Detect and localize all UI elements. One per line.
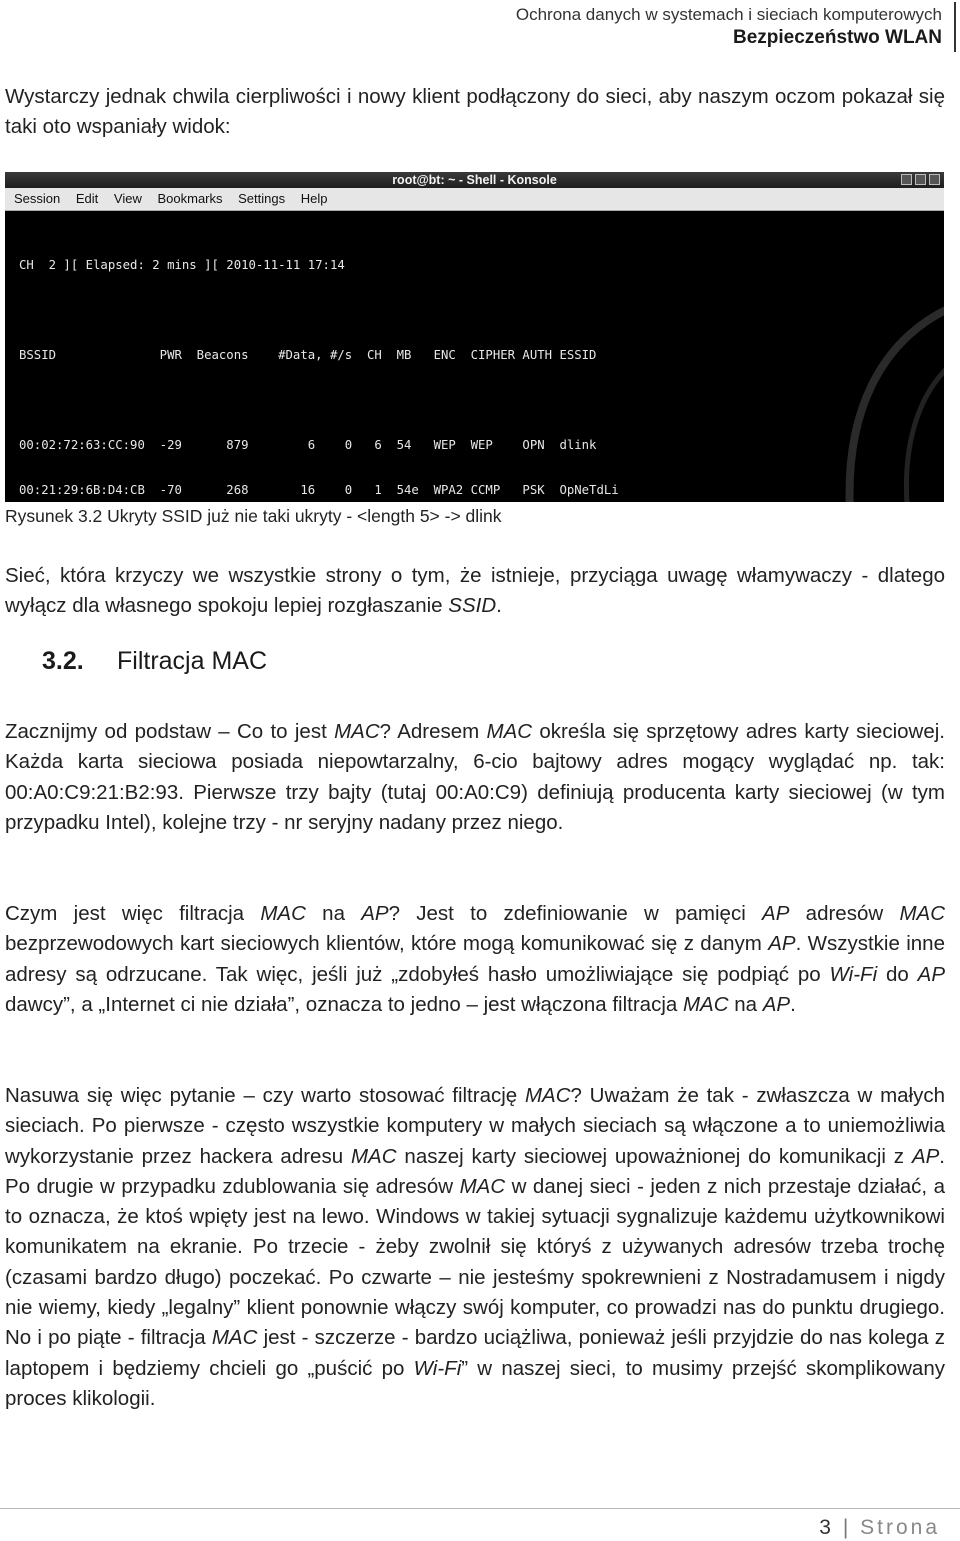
page-number: 3 [819, 1516, 834, 1539]
text-run: w danej sieci - jeden z nich przestaje działać, a to oznacza, że ktoś wpięty jest na lewo. Windows w takiej sytuacji sygnalizuje każdemu użytkownikowi komunikatem na ekranie. Po trzecie - żeby zwolnił się któryś z używanych adresów trzeba trochę (czasami bardzo długo) poczekać. Po czwarte – nie jesteśmy spokrewnieni z Nostradamusem i nigdy nie wiemy, kiedy „legalny” klient ponownie włączy swój komputer, co prowadzi nas do punktu drugiego. No i po piąte - filtracja [5, 1174, 945, 1350]
menu-settings[interactable]: Settings [238, 191, 286, 206]
terminal-line: 00:02:72:63:CC:90 -29 879 6 0 6 54 WEP WEP OPN dlink [19, 438, 597, 452]
terminal-menubar [5, 188, 944, 211]
terminal-title: root@bt: ~ - Shell - Konsole [392, 173, 557, 187]
terminal-line: 00:21:29:6B:D4:CB -70 268 16 0 1 54e WPA2 CCMP PSK OpNeTdLi [19, 483, 619, 497]
mac-definition-paragraph [5, 717, 945, 838]
figure-caption: Rysunek 3.2 Ukryty SSID już nie taki ukryty - <length 5> -> dlink [5, 506, 502, 526]
text-run: ” w naszej sieci, to musimy przejść skomplikowany proces klikologii. [5, 1356, 945, 1410]
text-run: Zacznijmy od podstaw – Co to jest [5, 720, 335, 743]
text-run-italic: MAC [459, 1174, 506, 1198]
text-run-italic: Wi-Fi [413, 1356, 462, 1380]
header-course-title: Ochrona danych w systemach i sieciach komputerowych [515, 5, 942, 24]
text-run: ? Jest to zdefiniowanie w pamięci [388, 902, 763, 925]
menu-session[interactable]: Session [14, 191, 61, 206]
text-run: ? Adresem [379, 720, 487, 743]
text-run: bezprzewodowych kart sieciowych klientów, które mogą komunikować się z danym [5, 932, 769, 956]
text-run: określa się sprzętowy adres karty sieciowej. Każda karta sieciowa posiada niepowtarzalny, 6-cio bajtowy adres mogący wyglądać np. tak: 00:A0:C9:21:B2:93. Pierwsze trzy bajty (tutaj 00:A0:C9) definiują producenta karty sieciowej (w tym przypadku Intel), kolejne trzy - nr seryjny nadany przez niego. [5, 720, 945, 834]
terminal-output [19, 228, 934, 502]
text-run: na [305, 902, 362, 925]
text-run: Czym jest więc filtracja [5, 902, 261, 925]
text-run: Nasuwa się więc pytanie – czy warto stosować filtrację [5, 1084, 525, 1107]
text-run-italic: AP [762, 992, 791, 1016]
menu-help[interactable]: Help [300, 191, 328, 206]
text-run-italic: MAC [682, 992, 729, 1016]
terminal-titlebar [5, 172, 944, 188]
text-run-italic: MAC [350, 1144, 397, 1168]
footer-page-label: Strona [860, 1516, 940, 1539]
text-run-italic: MAC [260, 902, 306, 925]
text-run-italic: MAC [899, 902, 945, 925]
text-run-italic: AP [911, 1144, 940, 1168]
section-heading [42, 647, 268, 676]
text-run: na [728, 992, 763, 1016]
text-run-italic: MAC [211, 1326, 258, 1350]
text-run-italic: MAC [524, 1084, 571, 1107]
header-chapter-title: Bezpieczeństwo WLAN [732, 27, 942, 48]
terminal-line [19, 303, 934, 318]
menu-view[interactable]: View [113, 191, 142, 206]
header-divider [954, 2, 956, 52]
section-title: Filtracja MAC [117, 647, 268, 675]
text-run: . Po drugie w przypadku zdublowania się adresów [5, 1144, 945, 1198]
text-run: naszej karty sieciowej upoważnionej do komunikacji z [396, 1144, 912, 1168]
text-run: dawcy”, a „Internet ci nie działa”, oznacza to jedno – jest włączona filtracja [5, 992, 683, 1016]
text-run: Sieć, która krzyczy we wszystkie strony o tym, że istnieje, przyciąga uwagę włamywaczy - dlatego wyłącz dla własnego spokoju lepiej rozgłaszanie [5, 564, 945, 618]
text-run: do [877, 962, 918, 986]
text-run-italic: AP [917, 962, 945, 986]
mac-filtering-opinion-paragraph [5, 1081, 945, 1414]
menu-bookmarks[interactable]: Bookmarks [157, 191, 223, 206]
close-icon[interactable] [929, 174, 940, 185]
text-run: adresów [789, 902, 900, 925]
mac-filtering-paragraph [5, 899, 945, 1020]
page-footer [819, 1516, 940, 1540]
page-header [516, 4, 942, 50]
text-run: . Wszystkie inne adresy są odrzucane. Tak więc, jeśli już „zdobyłeś hasło umożliwiające się podpiąć po [5, 932, 945, 986]
terminal-line: BSSID PWR Beacons #Data, #/s CH MB ENC CIPHER AUTH ESSID [19, 348, 597, 362]
footer-separator: | [842, 1516, 852, 1539]
text-run-italic: AP [768, 932, 796, 956]
text-run-italic: SSID [448, 594, 497, 618]
text-run-italic: MAC [334, 720, 380, 743]
text-run-italic: AP [762, 902, 790, 925]
terminal-line: CH 2 ][ Elapsed: 2 mins ][ 2010-11-11 17:14 [19, 258, 345, 272]
maximize-icon[interactable] [915, 174, 926, 185]
text-run: jest - szczerze - bardzo uciążliwa, ponieważ jeśli przyjdzie do nas kolega z laptopem i będziemy chcieli go „puścić po [5, 1326, 946, 1380]
footer-divider [0, 1508, 960, 1509]
minimize-icon[interactable] [901, 174, 912, 185]
text-run: . [790, 992, 796, 1016]
terminal-line [19, 393, 934, 408]
intro-paragraph: Wystarczy jednak chwila cierpliwości i nowy klient podłączony do sieci, aby naszym oczom pokazał się taki oto wspaniały widok: [5, 85, 945, 139]
text-run-italic: Wi-Fi [829, 962, 878, 986]
text-run-italic: MAC [486, 720, 533, 743]
menu-edit[interactable]: Edit [75, 191, 99, 206]
section-number: 3.2. [42, 647, 84, 675]
terminal-screenshot [5, 172, 944, 502]
text-run-italic: AP [361, 902, 389, 925]
ssid-paragraph [5, 561, 945, 622]
text-run: ? Uważam że tak - zwłaszcza w małych sieciach. Po pierwsze - często wszystkie komputery w małych sieciach są włączone a to uniemożliwia wykorzystanie przez hackera adresu [5, 1084, 945, 1168]
text-run: . [496, 594, 502, 618]
